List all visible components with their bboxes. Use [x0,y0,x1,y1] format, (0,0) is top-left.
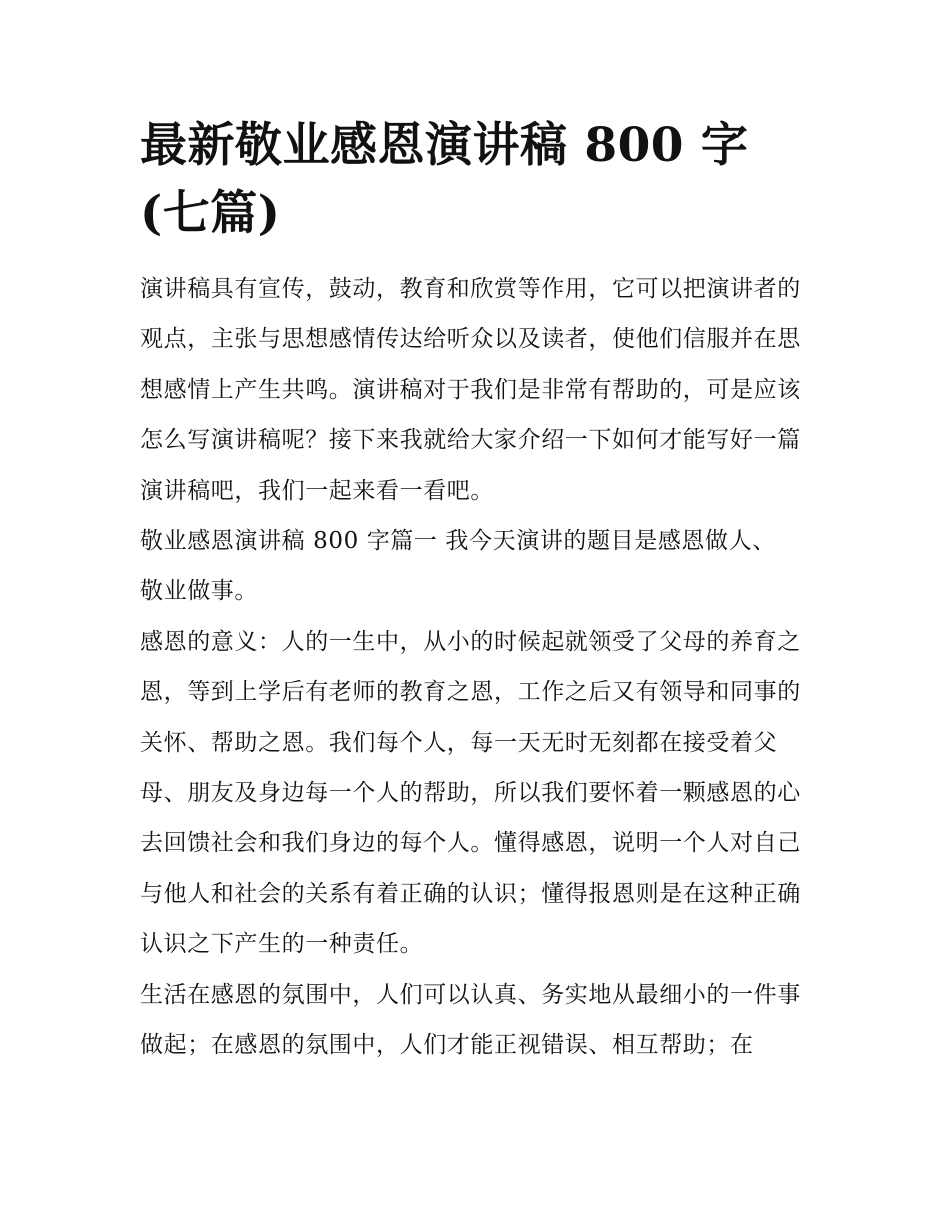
gratitude-atmosphere-paragraph: 生活在感恩的氛围中，人们可以认真、务实地从最细小的一件事做起；在感恩的氛围中，人们才能正视错误、相互帮助；在 [140,981,801,1059]
speech-one-heading-paragraph: 敬业感恩演讲稿 800 字篇一 我今天演讲的题目是感恩做人、 敬业做事。 [140,528,776,605]
document-title: 最新敬业感恩演讲稿 800 字(七篇) [140,118,749,241]
intro-paragraph: 演讲稿具有宣传，鼓动，教育和欣赏等作用，它可以把演讲者的观点，主张与思想感情传达给听众以及读者，使他们信服并在思想感情上产生共鸣。演讲稿对于我们是非常有帮助的，可是应该怎么写演讲稿呢？接下来我就给大家介绍一下如何才能写好一篇演讲稿吧，我们一起来看一看吧。 [140,276,801,504]
gratitude-meaning-paragraph: 感恩的意义：人的一生中，从小的时候起就领受了父母的养育之恩，等到上学后有老师的教育之恩，工作之后又有领导和同事的关怀、帮助之恩。我们每个人，每一天无时无刻都在接受着父母、朋友及身边每一个人的帮助，所以我们要怀着一颗感恩的心去回馈社会和我们身边的每个人。懂得感恩，说明一个人对自己与他人和社会的关系有着正确的认识；懂得报恩则是在这种正确认识之下产生的一种责任。 [140,628,801,958]
document-body [140,112,812,1071]
